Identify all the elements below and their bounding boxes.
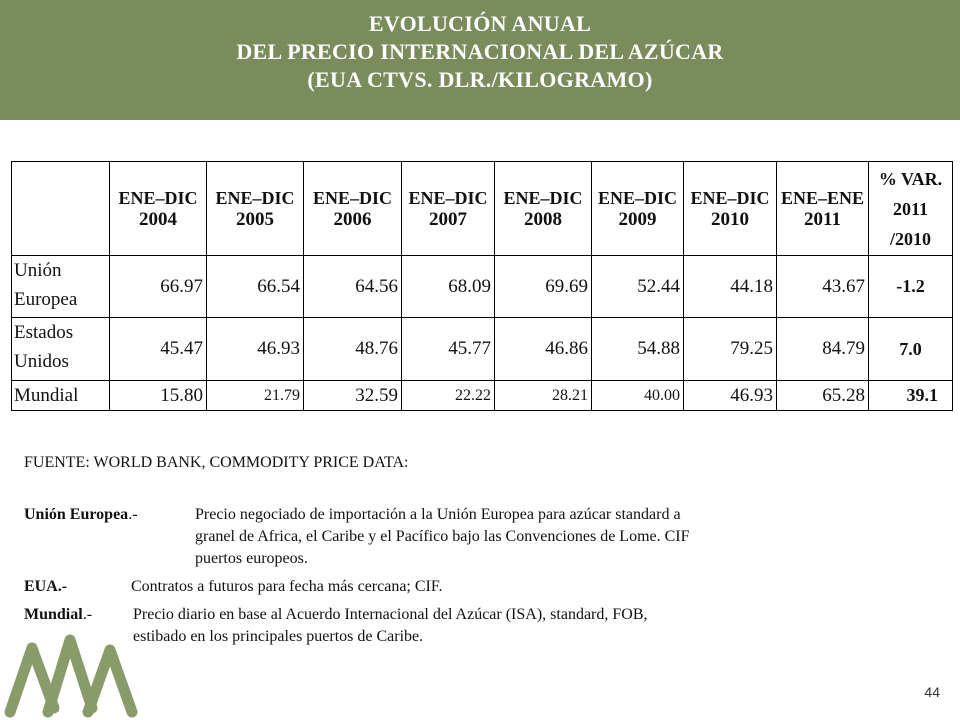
- cell-value: 28.21: [495, 381, 592, 411]
- note-label: EUA.-: [24, 578, 68, 595]
- title-line-3: (EUA CTVS. DLR./KILOGRAMO): [307, 67, 653, 92]
- row-label: Estados Unidos: [12, 318, 110, 381]
- table-row-mundial: [12, 381, 953, 411]
- cell-value: 46.93: [207, 318, 304, 381]
- note-eua: [24, 576, 67, 598]
- table-header-row: [12, 162, 953, 256]
- title-banner: [0, 0, 960, 120]
- cell-variation: 39.1: [869, 381, 953, 411]
- row-label: Mundial: [12, 381, 110, 411]
- note-label: Mundial: [24, 606, 83, 623]
- page-number: 44: [924, 684, 940, 700]
- header-empty-cell: [12, 162, 110, 256]
- note-separator: .-: [128, 506, 138, 523]
- note-separator: .-: [82, 606, 93, 623]
- row-label: Unión Europea: [12, 256, 110, 318]
- header-col-2004: ENE–DIC 2004: [110, 162, 207, 256]
- cell-value: 32.59: [304, 381, 402, 411]
- table-row-union-europea: [12, 256, 953, 318]
- note-mundial: [24, 604, 92, 626]
- header-col-2011: ENE–ENE 2011: [777, 162, 869, 256]
- header-col-2005: ENE–DIC 2005: [207, 162, 304, 256]
- cell-value: 69.69: [495, 256, 592, 318]
- cell-value: 45.47: [110, 318, 207, 381]
- cell-value: 15.80: [110, 381, 207, 411]
- price-table: [11, 161, 953, 411]
- cell-value: 46.86: [495, 318, 592, 381]
- header-col-2006: ENE–DIC 2006: [304, 162, 402, 256]
- cell-value: 66.54: [207, 256, 304, 318]
- cell-value: 79.25: [684, 318, 777, 381]
- cell-value: 43.67: [777, 256, 869, 318]
- cell-value: 46.93: [684, 381, 777, 411]
- note-union-europea: [24, 504, 138, 526]
- cell-value: 52.44: [592, 256, 684, 318]
- title-line-1: EVOLUCIÓN ANUAL: [368, 11, 592, 36]
- header-col-2009: ENE–DIC 2009: [592, 162, 684, 256]
- cell-value: 45.77: [402, 318, 495, 381]
- note-mundial-text: Precio diario en base al Acuerdo Internacional del Azúcar (ISA), standard, FOB, estibado en los principales puertos de Caribe.: [133, 606, 648, 645]
- cell-variation: 7.0: [869, 318, 953, 381]
- header-col-2007: ENE–DIC 2007: [402, 162, 495, 256]
- header-col-2010: ENE–DIC 2010: [684, 162, 777, 256]
- cell-value: 48.76: [304, 318, 402, 381]
- cell-value: 54.88: [592, 318, 684, 381]
- source-line: FUENTE: WORLD BANK, COMMODITY PRICE DATA:: [24, 454, 409, 471]
- table-row-estados-unidos: [12, 318, 953, 381]
- cell-value: 66.97: [110, 256, 207, 318]
- note-eua-text: Contratos a futuros para fecha más cercana; CIF.: [131, 578, 443, 595]
- cell-value: 64.56: [304, 256, 402, 318]
- note-label: Unión Europea: [24, 506, 129, 523]
- cell-variation: -1.2: [869, 256, 953, 318]
- title-line-2: DEL PRECIO INTERNACIONAL DEL AZÚCAR: [236, 39, 724, 64]
- cell-value: 65.28: [777, 381, 869, 411]
- cell-value: 84.79: [777, 318, 869, 381]
- cell-value: 22.22: [402, 381, 495, 411]
- mountain-logo-icon: [2, 628, 142, 720]
- cell-value: 44.18: [684, 256, 777, 318]
- note-union-europea-text: Precio negociado de importación a la Unión Europea para azúcar standard a granel de Africa, el Caribe y el Pacífico bajo las Convenciones de Lome. CIF puertos europeos.: [195, 506, 690, 567]
- header-col-var: % VAR. 2011 /2010: [869, 162, 953, 256]
- cell-value: 68.09: [402, 256, 495, 318]
- header-col-2008: ENE–DIC 2008: [495, 162, 592, 256]
- cell-value: 40.00: [592, 381, 684, 411]
- cell-value: 21.79: [207, 381, 304, 411]
